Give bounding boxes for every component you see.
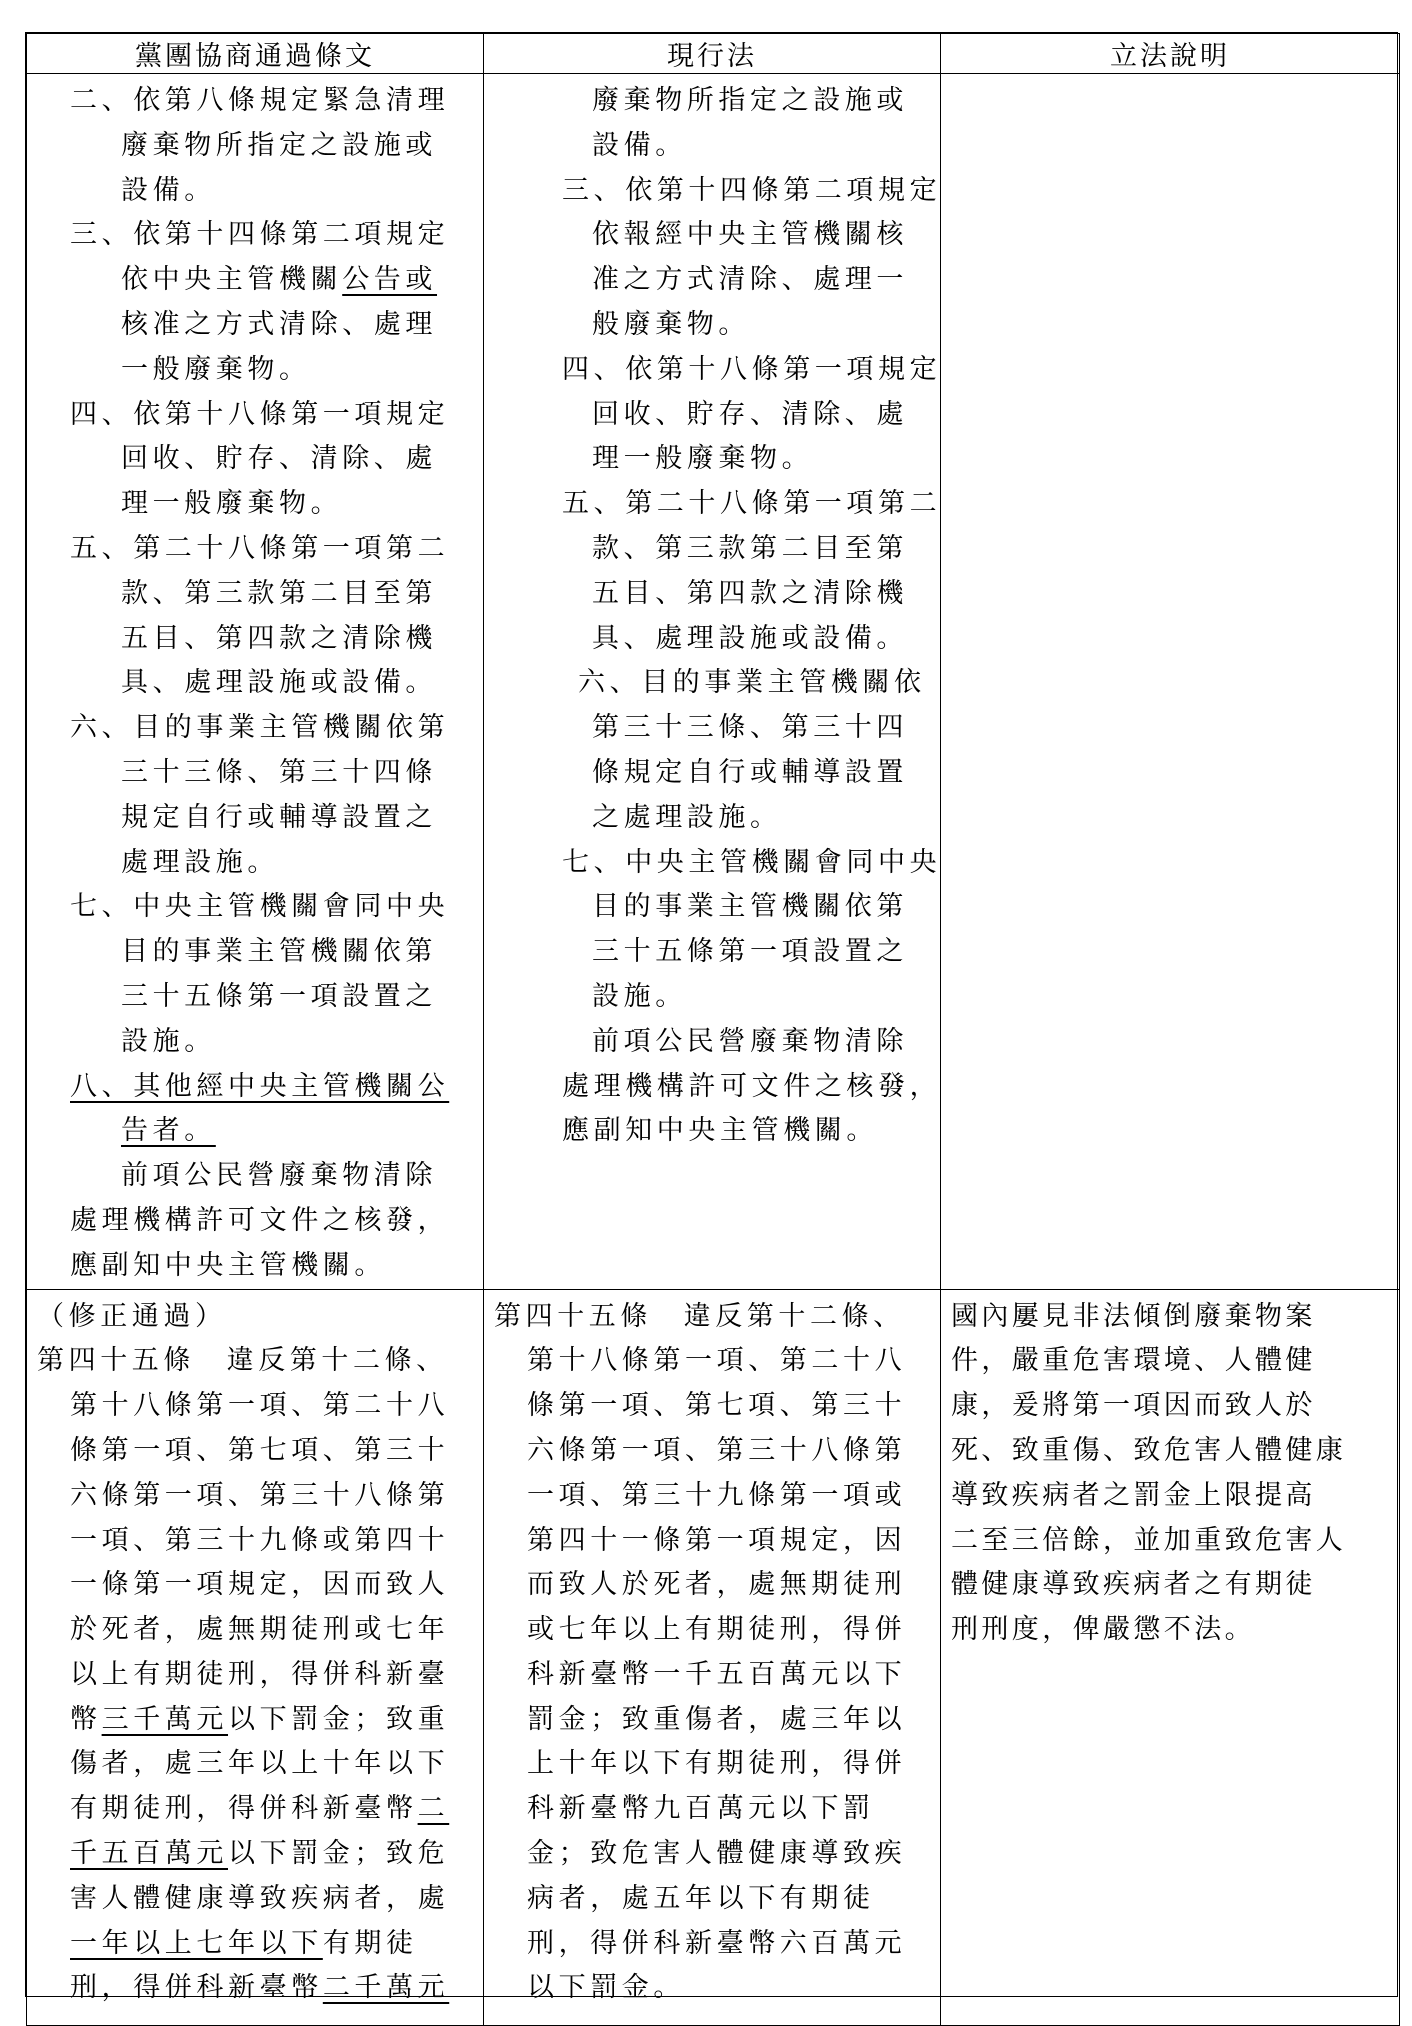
text-line: 理一般廢棄物。	[592, 443, 814, 475]
text-line: 前項公民營廢棄物清除	[121, 1160, 437, 1192]
text-segment: 刑，得併科新臺幣	[70, 1972, 323, 2004]
text-line: 具、處理設施或設備。	[592, 622, 908, 654]
header-legislative-explanation: 立法說明	[941, 34, 1400, 74]
text-line: 於死者，處無期徒刑或七年	[70, 1614, 450, 1646]
text-segment: 依中央主管機關	[121, 264, 343, 296]
text-line: 六、目的事業主管機關依	[578, 667, 926, 699]
text-line: 回收、貯存、清除、處	[592, 398, 908, 430]
text-line: 死、致重傷、致危害人體健康	[951, 1434, 1347, 1466]
amended-text: 告者。	[121, 1115, 216, 1147]
text-line: 前項公民營廢棄物清除	[592, 1025, 908, 1057]
text-line: 般廢棄物。	[592, 308, 750, 340]
text-line: 廢棄物所指定之設施或	[592, 85, 908, 116]
table-row	[27, 74, 1400, 1290]
text-line: 條第一項、第七項、第三十	[70, 1434, 450, 1466]
text-line: 康，爰將第一項因而致人於	[951, 1390, 1316, 1422]
text-segment: 有期徒	[322, 1927, 418, 1959]
text-line: 五目、第四款之清除機	[592, 577, 908, 609]
row2-explanation-cell	[941, 1289, 1400, 2025]
row1-negotiated-cell	[27, 74, 484, 1290]
text-line: 款、第三款第二目至第	[121, 577, 437, 609]
text-line: 設施。	[592, 980, 687, 1012]
text-line: 處理機構許可文件之核發，	[562, 1070, 942, 1102]
text-line: 處理機構許可文件之核發，	[70, 1204, 450, 1236]
text-line: 三十五條第一項設置之	[121, 980, 437, 1012]
text-line: 一項、第三十九條或第四十	[70, 1524, 450, 1556]
text-line	[37, 1832, 473, 1877]
text-segment: 以下罰金；致重	[228, 1703, 450, 1735]
comparison-table	[26, 33, 1400, 2026]
text-line: 三十五條第一項設置之	[592, 936, 908, 968]
text-line: 理一般廢棄物。	[121, 488, 343, 520]
text-line: 件，嚴重危害環境、人體健	[951, 1345, 1316, 1377]
text-line	[37, 1787, 473, 1832]
header-current-law: 現行法	[484, 34, 941, 74]
text-line	[37, 258, 473, 303]
text-line: 五、第二十八條第一項第二	[70, 532, 450, 564]
text-line: 依報經中央主管機關核	[592, 219, 908, 251]
amended-text: 八、其他經中央主管機關公	[70, 1070, 450, 1102]
text-line: 條規定自行或輔導設置	[592, 756, 908, 788]
amended-text: 一年以上七年以下	[70, 1927, 323, 1959]
text-line: 三、依第十四條第二項規定	[70, 219, 450, 251]
text-line: 傷者，處三年以上十年以下	[70, 1748, 450, 1780]
text-line: 第十八條第一項、第二十八	[527, 1345, 907, 1377]
text-line: 第四十五條 違反第十二條、	[494, 1300, 905, 1332]
text-line: 處理設施。	[121, 846, 279, 878]
text-line: 一條第一項規定，因而致人	[70, 1569, 450, 1601]
row2-current-law-cell	[484, 1289, 941, 2025]
table-row	[27, 1289, 1400, 2025]
text-line	[37, 1065, 473, 1110]
text-line: 一般廢棄物。	[121, 353, 311, 385]
text-line: 刑刑度，俾嚴懲不法。	[951, 1614, 1255, 1646]
text-line: 科新臺幣一千五百萬元以下	[527, 1658, 907, 1690]
text-line: 以上有期徒刑，得併科新臺	[70, 1658, 450, 1690]
text-line: 六條第一項、第三十八條第	[527, 1434, 907, 1466]
text-line: 二至三倍餘，並加重致危害人	[951, 1524, 1347, 1556]
text-line: 一項、第三十九條第一項或	[527, 1479, 907, 1511]
text-line: 第四十五條 違反第十二條、	[37, 1345, 448, 1377]
text-line	[37, 1109, 473, 1154]
table-header-row	[27, 34, 1400, 74]
text-line: 體健康導致疾病者之有期徒	[951, 1569, 1316, 1601]
text-line: 科新臺幣九百萬元以下罰	[527, 1793, 875, 1825]
text-line: 四、依第十八條第一項規定	[70, 398, 450, 430]
text-line	[37, 1698, 473, 1743]
text-line: 回收、貯存、清除、處	[121, 443, 437, 475]
text-line: 金；致危害人體健康導致疾	[527, 1838, 907, 1870]
text-line: 應副知中央主管機關。	[562, 1115, 878, 1147]
text-line: 核准之方式清除、處理	[121, 308, 437, 340]
row1-explanation-cell	[941, 74, 1400, 1290]
text-line: 國內屢見非法傾倒廢棄物案	[951, 1300, 1316, 1332]
text-segment: 幣	[70, 1703, 102, 1735]
text-line: 設施。	[121, 1025, 216, 1057]
text-line: 應副知中央主管機關。	[70, 1249, 386, 1281]
text-line: 罰金；致重傷者，處三年以	[527, 1703, 907, 1735]
text-line: 規定自行或輔導設置之	[121, 801, 437, 833]
text-line: 六、目的事業主管機關依第	[70, 712, 450, 744]
text-line: 第四十一條第一項規定，因	[527, 1524, 907, 1556]
text-line: 二、依第八條規定緊急清理	[70, 85, 450, 116]
text-line: 三、依第十四條第二項規定	[562, 174, 942, 206]
text-line: 導致疾病者之罰金上限提高	[951, 1479, 1316, 1511]
amended-text: 二千萬元	[322, 1972, 450, 2004]
text-line: 七、中央主管機關會同中央	[562, 846, 942, 878]
text-line: 刑，得併科新臺幣六百萬元	[527, 1927, 907, 1959]
text-line: 上十年以下有期徒刑，得併	[527, 1748, 907, 1780]
text-line: 以下罰金。	[527, 1972, 685, 2004]
text-line: 或七年以上有期徒刑，得併	[527, 1614, 907, 1646]
amended-text: 三千萬元	[101, 1703, 229, 1735]
text-line	[37, 1922, 473, 1967]
text-line: 害人體健康導致疾病者，處	[70, 1882, 450, 1914]
amended-text: 二	[417, 1793, 450, 1825]
text-line: 四、依第十八條第一項規定	[562, 353, 942, 385]
amended-text: 千五百萬元	[70, 1838, 228, 1870]
text-line: 五目、第四款之清除機	[121, 622, 437, 654]
text-line: 條第一項、第七項、第三十	[527, 1390, 907, 1422]
amended-text: 公告或	[342, 264, 438, 296]
text-line: 具、處理設施或設備。	[121, 667, 437, 699]
text-line: 廢棄物所指定之設施或	[121, 129, 437, 161]
row1-current-law-cell	[484, 74, 941, 1290]
text-line: 第三十三條、第三十四	[592, 712, 908, 744]
text-line: 目的事業主管機關依第	[592, 891, 908, 923]
header-negotiated-text: 黨團協商通過條文	[27, 34, 484, 74]
document-page	[25, 32, 1398, 2004]
text-segment: 有期徒刑，得併科新臺幣	[70, 1793, 418, 1825]
text-line: 款、第三款第二目至第	[592, 532, 908, 564]
text-line: （修正通過）	[37, 1300, 227, 1332]
text-line: 第十八條第一項、第二十八	[70, 1390, 450, 1422]
text-line: 准之方式清除、處理一	[592, 264, 908, 296]
text-line: 七、中央主管機關會同中央	[70, 891, 450, 923]
text-line: 病者，處五年以下有期徒	[527, 1882, 875, 1914]
text-line: 設備。	[121, 174, 216, 206]
row2-negotiated-cell	[27, 1289, 484, 2025]
text-line: 五、第二十八條第一項第二	[562, 488, 942, 520]
text-line: 目的事業主管機關依第	[121, 936, 437, 968]
text-segment: 以下罰金；致危	[228, 1838, 450, 1870]
text-line: 而致人於死者，處無期徒刑	[527, 1569, 907, 1601]
text-line: 設備。	[592, 129, 687, 161]
text-line: 之處理設施。	[592, 801, 782, 833]
text-line: 三十三條、第三十四條	[121, 756, 437, 788]
text-line: 六條第一項、第三十八條第	[70, 1479, 450, 1511]
